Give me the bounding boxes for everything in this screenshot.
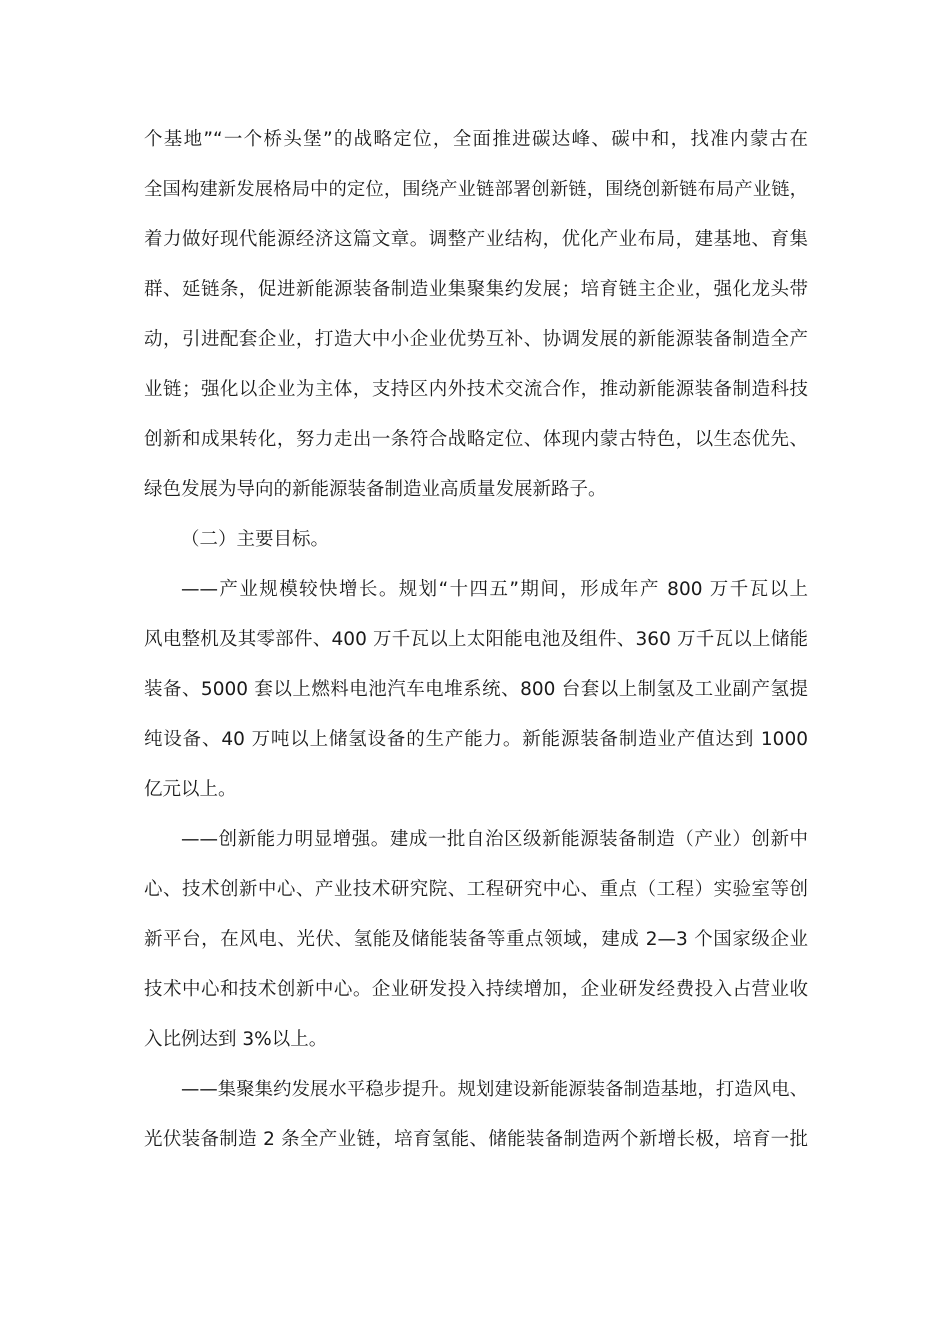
paragraph-line: 技术中心和技术创新中心。企业研发投入持续增加，企业研发经费投入占营业收 [144, 979, 808, 1000]
paragraph-line: 纯设备、40 万吨以上储氢设备的生产能力。新能源装备制造业产值达到 1000 [144, 729, 808, 750]
paragraph-line: ——集聚集约发展水平稳步提升。规划建设新能源装备制造基地，打造风电、 [181, 1079, 808, 1100]
paragraph-line: 新平台，在风电、光伏、氢能及储能装备等重点领域，建成 2—3 个国家级企业 [144, 929, 808, 950]
section-heading: （二）主要目标。 [181, 529, 330, 550]
body-text [144, 115, 808, 1165]
paragraph-line: 动，引进配套企业，打造大中小企业优势互补、协调发展的新能源装备制造全产 [144, 329, 808, 350]
paragraph-line: 入比例达到 3%以上。 [144, 1029, 328, 1050]
paragraph-line: 风电整机及其零部件、400 万千瓦以上太阳能电池及组件、360 万千瓦以上储能 [144, 629, 808, 650]
paragraph-line: 群、延链条，促进新能源装备制造业集聚集约发展；培育链主企业，强化龙头带 [144, 279, 808, 300]
paragraph-line: 业链；强化以企业为主体，支持区内外技术交流合作，推动新能源装备制造科技 [144, 379, 808, 400]
paragraph-line: 亿元以上。 [144, 779, 237, 800]
paragraph-line: ——创新能力明显增强。建成一批自治区级新能源装备制造（产业）创新中 [181, 829, 808, 850]
paragraph-line: 心、技术创新中心、产业技术研究院、工程研究中心、重点（工程）实验室等创 [144, 879, 808, 900]
paragraph-line: 绿色发展为导向的新能源装备制造业高质量发展新路子。 [144, 479, 607, 500]
paragraph-line: 着力做好现代能源经济这篇文章。调整产业结构，优化产业布局，建基地、育集 [144, 229, 808, 250]
paragraph-line: 装备、5000 套以上燃料电池汽车电堆系统、800 台套以上制氢及工业副产氢提 [144, 679, 808, 700]
paragraph-line: 个基地”“一个桥头堡”的战略定位，全面推进碳达峰、碳中和，找准内蒙古在 [144, 129, 808, 150]
paragraph-line: ——产业规模较快增长。规划“十四五”期间，形成年产 800 万千瓦以上 [181, 579, 808, 600]
paragraph-line: 全国构建新发展格局中的定位，围绕产业链部署创新链，围绕创新链布局产业链， [144, 179, 808, 200]
paragraph-line: 光伏装备制造 2 条全产业链，培育氢能、储能装备制造两个新增长极，培育一批 [144, 1129, 808, 1150]
paragraph-line: 创新和成果转化，努力走出一条符合战略定位、体现内蒙古特色，以生态优先、 [144, 429, 808, 450]
